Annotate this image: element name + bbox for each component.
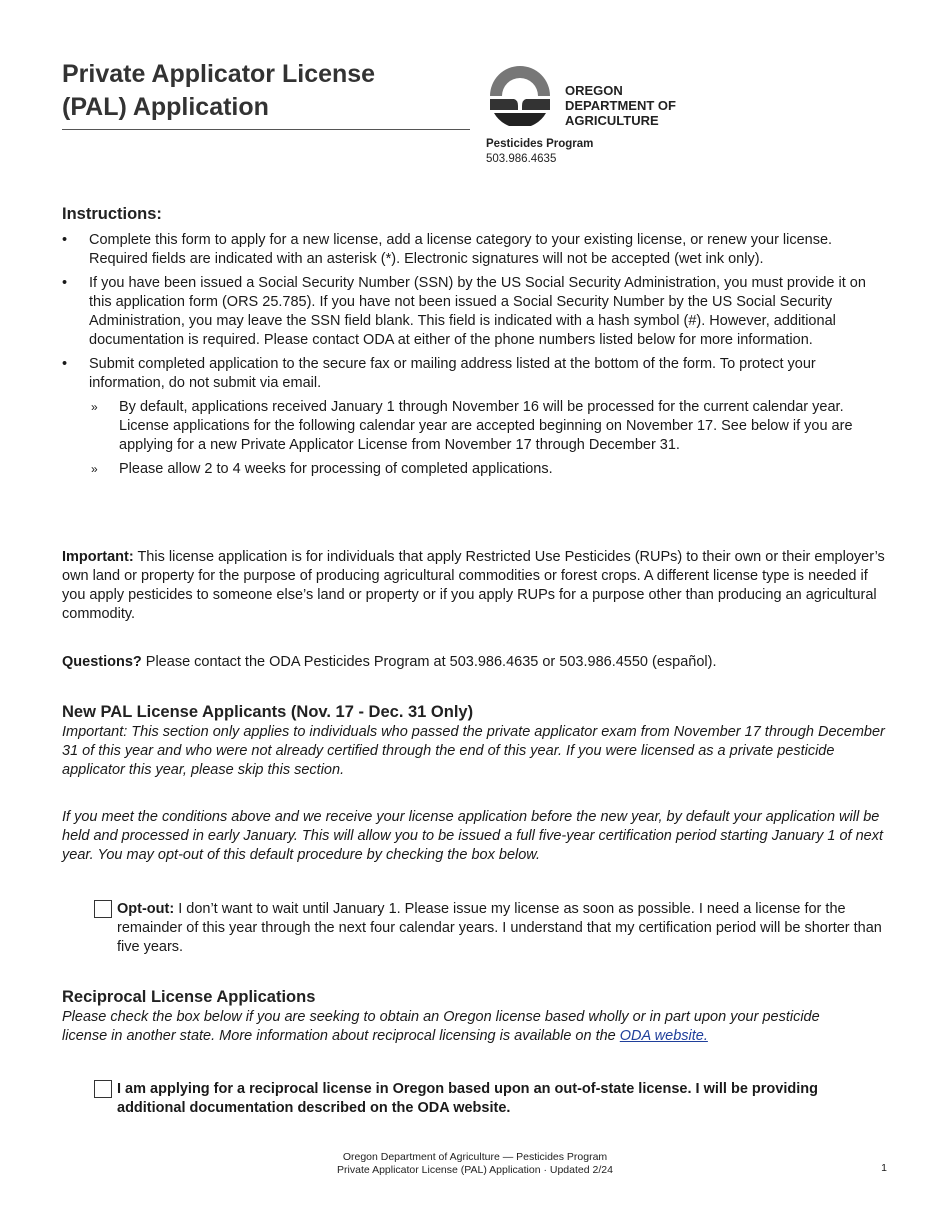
reciprocal-section: Reciprocal License Applications Please check the box below if you are seeking to obtain an Oregon license based wholly or in part upon your pesticide license in another state. More information about reciprocal licensing is available on the ODA website. (62, 988, 888, 1046)
important-note: Important: This license application is for individuals that apply Restricted Use Pesticides (RUPs) to their own or their employer’s own land or property for the purpose of producing agricultural commodities or forest crops. A different license type is needed if you apply pesticides to someone else’s land or property or if you apply RUPs for a purpose other than producing an agricultural commodity. (62, 549, 885, 622)
footer: Oregon Department of Agriculture — Pesticides Program Private Applicator License (PAL) Application · Updated 2/24 (337, 1151, 613, 1176)
instructions-section (62, 205, 888, 484)
reciprocal-heading: Reciprocal License Applications (62, 988, 316, 1006)
title-divider (62, 129, 470, 130)
new-pal-heading: New PAL License Applicants (Nov. 17 - Dec. 31 Only) (62, 703, 474, 721)
instructions-heading: Instructions: (62, 205, 162, 223)
page-number: 1 (881, 1162, 887, 1174)
instruction-item: • If you have been issued a Social Security Number (SSN) by the US Social Security Administration, you must provide it on this application form (ORS 25.785). If you have not been issued a Social Security Number by the US Social Security Administration, you may leave the SSN field blank. This field is indicated with a hash symbol (#). However, additional documentation is required. Please contact ODA at either of the phone numbers listed below for more information. (62, 275, 866, 348)
instruction-subitem: » Please allow 2 to 4 weeks for processing of completed applications. (91, 461, 553, 477)
new-pal-section: New PAL License Applicants (Nov. 17 - Dec. 31 Only) Important: This section only applies to individuals who passed the private applicator exam from November 17 through December 31 of this year and who were not already certified through the end of this year. If you were licensed as a private pesticide applicator this year, please skip this section. If you meet the conditions above and we receive your license application before the new year, by default your application will be held and processed in early January. This will allow you to be issued a full five-year certification period starting January 1 of next year. You may opt-out of this default procedure by checking the box below. (62, 703, 888, 865)
program-info: Pesticides Program 503.986.4635 (486, 138, 594, 165)
reciprocal-option: I am applying for a reciprocal license in Oregon based upon an out-of-state license. I will be providing additional documentation described on the ODA website. (94, 1080, 884, 1118)
optout-checkbox[interactable] (94, 900, 112, 918)
oda-logo-text: OREGON DEPARTMENT OF AGRICULTURE (565, 83, 676, 128)
questions-note: Questions? Please contact the ODA Pesticides Program at 503.986.4635 or 503.986.4550 (español). (62, 654, 717, 670)
instruction-subitem: » By default, applications received January 1 through November 16 will be processed for the current calendar year. License applications for the following calendar year are accepted beginning on November 17. See below if you are applying for a new Private Applicator License from November 17 through December 31. (91, 399, 853, 453)
optout-option: Opt-out: I don’t want to wait until January 1. Please issue my license as soon as possible. I need a license for the remainder of this year through the next four calendar years. I understand that my certification period will be shorter than five years. (94, 900, 884, 957)
oda-logo-icon (488, 64, 552, 132)
instruction-item: • Submit completed application to the secure fax or mailing address listed at the bottom of the form. To protect your information, do not submit via email. » By default, applications received January 1 through November 16 will be processed for the current calendar year. License applications for the following calendar year are accepted beginning on November 17. See below if you are applying for a new Private Applicator License from November 17 through December 31. » Please allow 2 to 4 weeks for processing of completed applications. (62, 355, 888, 479)
oda-website-link[interactable]: ODA website. (619, 1028, 708, 1044)
instruction-item: • Complete this form to apply for a new license, add a license category to your existing license, or renew your license. Required fields are indicated with an asterisk (*). Electronic signatures will not be accepted (wet ink only). (62, 232, 833, 267)
page-title: Private Applicator License (PAL) Application (62, 60, 376, 121)
reciprocal-checkbox[interactable] (94, 1080, 112, 1098)
